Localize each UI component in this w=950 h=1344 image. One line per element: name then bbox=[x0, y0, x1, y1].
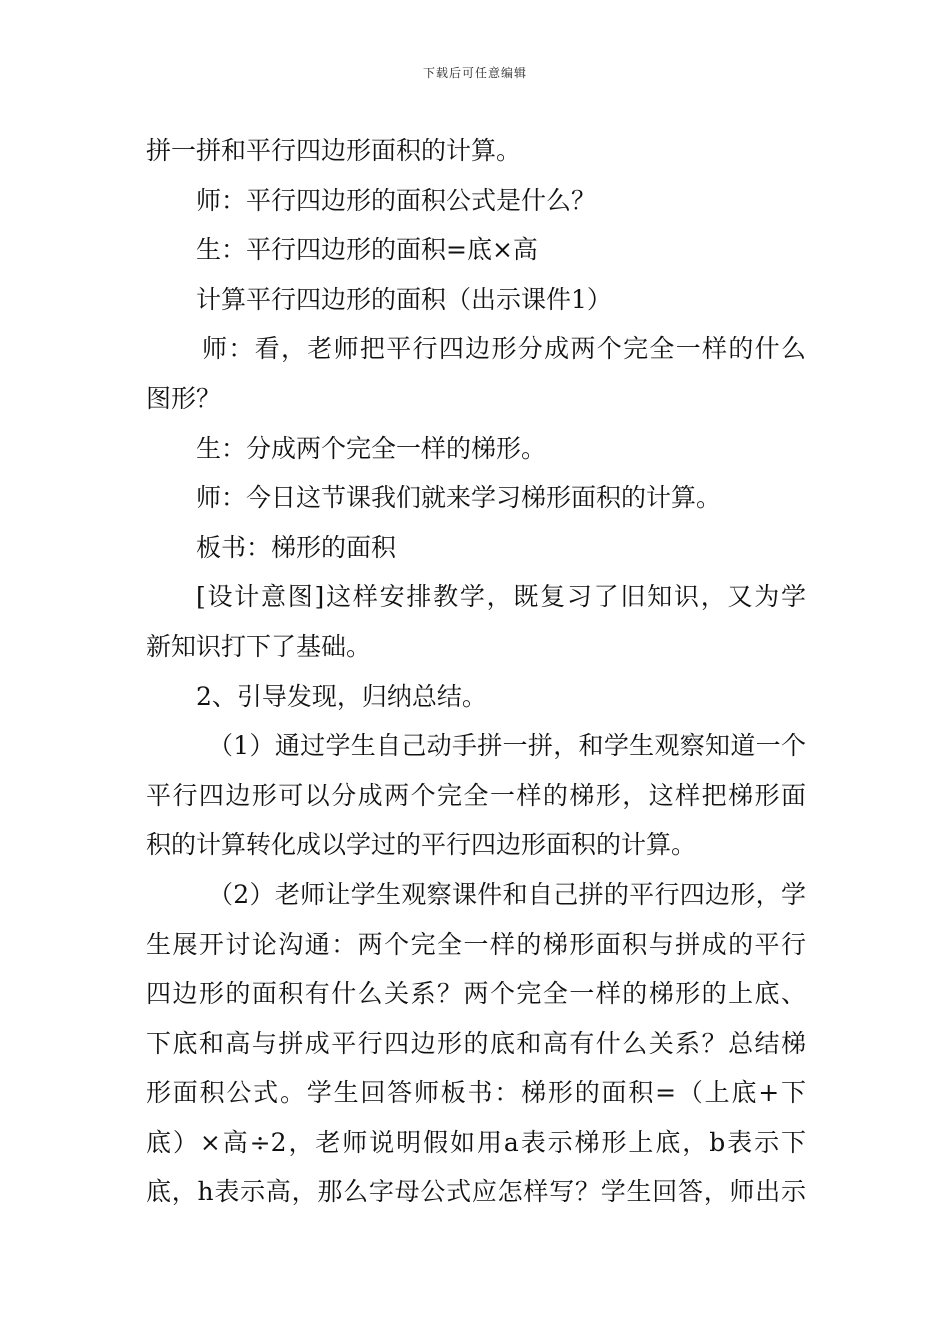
dialogue-line-teacher: 师：平行四边形的面积公式是什么？ bbox=[196, 185, 597, 215]
dialogue-line-teacher: 师：今日这节课我们就来学习梯形面积的计算。 bbox=[196, 483, 722, 513]
blackboard-title-line: 板书：梯形的面积 bbox=[196, 532, 397, 562]
paragraph-line: 拼一拼和平行四边形面积的计算。 bbox=[146, 136, 522, 165]
paragraph-line: （2）老师让学生观察课件和自己拼的平行四边形，学 bbox=[208, 879, 806, 909]
document-body bbox=[146, 126, 806, 1217]
paragraph-line: 形面积公式。学生回答师板书：梯形的面积=（上底+下 bbox=[146, 1078, 806, 1108]
paragraph-line: 新知识打下了基础。 bbox=[146, 631, 372, 661]
paragraph-line: 四边形的面积有什么关系？两个完全一样的梯形的上底、 bbox=[146, 979, 806, 1009]
paragraph-line: 底）×高÷2，老师说明假如用a表示梯形上底，b表示下 bbox=[146, 1127, 806, 1157]
dialogue-line-student: 生：平行四边形的面积=底×高 bbox=[196, 235, 538, 265]
paragraph-line: 图形？ bbox=[146, 383, 222, 413]
section-heading: 2、引导发现，归纳总结。 bbox=[196, 681, 487, 711]
paragraph-line: 生展开讨论沟通：两个完全一样的梯形面积与拼成的平行 bbox=[146, 929, 806, 959]
design-intent-line: [设计意图]这样安排教学，既复习了旧知识，又为学 bbox=[196, 582, 806, 612]
paragraph-line: （1）通过学生自己动手拼一拼，和学生观察知道一个 bbox=[208, 731, 806, 761]
paragraph-line: 下底和高与拼成平行四边形的底和高有什么关系？总结梯 bbox=[146, 1028, 806, 1058]
paragraph-line: 底，h表示高，那么字母公式应怎样写？学生回答，师出示 bbox=[146, 1177, 806, 1207]
dialogue-line-student: 生：分成两个完全一样的梯形。 bbox=[196, 433, 547, 463]
paragraph-line: 平行四边形可以分成两个完全一样的梯形，这样把梯形面 bbox=[146, 780, 806, 810]
paragraph-line: 计算平行四边形的面积（出示课件1） bbox=[196, 284, 612, 314]
dialogue-line-teacher: 师：看，老师把平行四边形分成两个完全一样的什么 bbox=[202, 334, 806, 364]
paragraph-line: 积的计算转化成以学过的平行四边形面积的计算。 bbox=[146, 830, 697, 860]
page-header: 下载后可任意编辑 bbox=[422, 66, 527, 80]
